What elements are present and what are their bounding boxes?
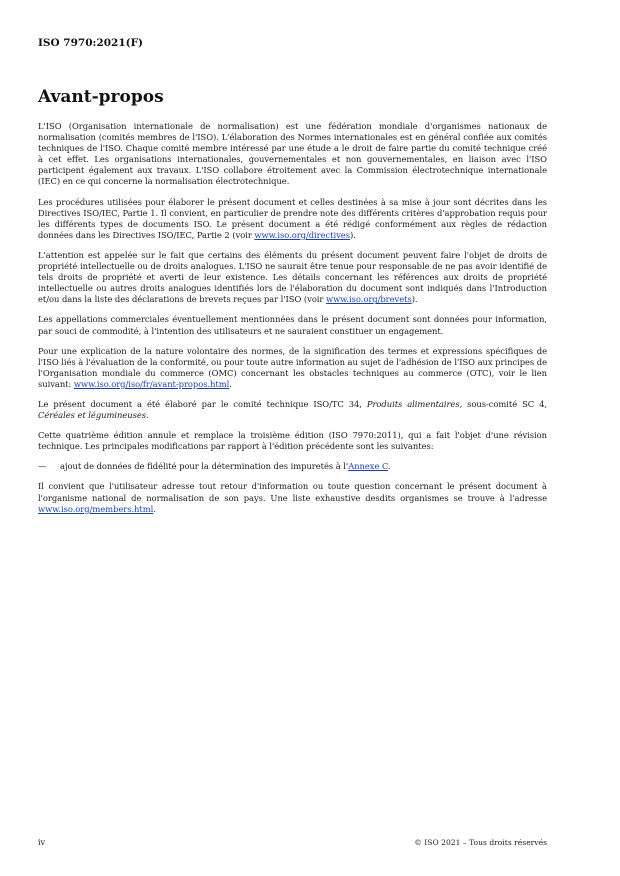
page-number: iv <box>38 838 46 847</box>
paragraph-committee <box>38 399 547 421</box>
patents-link[interactable]: www.iso.org/brevets <box>326 294 412 305</box>
paragraph-text: Il convient que l'utilisateur adresse tout retour d'information ou toute question concernant le présent document à l'organisme national de normalisation de son pays. Une liste exhaustive desdits organismes se trouve à l'adresse <box>38 481 547 503</box>
document-identifier: ISO 7970:2021(F) <box>38 37 144 49</box>
foreword-body <box>38 121 547 524</box>
list-dash: — <box>38 461 47 472</box>
paragraph-text: ). <box>411 294 418 305</box>
list-item-text-part: . <box>388 461 391 472</box>
paragraph-trade-names <box>38 314 547 336</box>
paragraph-edition <box>38 430 547 452</box>
paragraph-procedures <box>38 197 547 241</box>
paragraph-text: Cette quatrième édition annule et remplace la troisième édition (ISO 7970:2011), qui a fait l'objet d'une révision technique. Les principales modifications par rapport à l'édition précédente sont les suivantes: <box>38 430 547 452</box>
paragraph-iso-organisation <box>38 121 547 188</box>
paragraph-text: Les appellations commerciales éventuellement mentionnées dans le présent document sont données pour information, par souci de commodité, à l'intention des utilisateurs et ne sauraient constituer un engagement. <box>38 314 547 336</box>
paragraph-text: Pour une explication de la nature volontaire des normes, de la signification des termes et expressions spécifiques de l'ISO liés à l'évaluation de la conformité, ou pour toute autre information au sujet de l'adhésion de l'ISO aux principes de l'Organisation mondiale du commerce (OMC) concernant les obstacles techniques au commerce (OTC), voir le lien suivant: <box>38 345 547 389</box>
foreword-info-link[interactable]: www.iso.org/iso/fr/avant-propos.html <box>73 378 230 389</box>
paragraph-text: . <box>229 378 232 389</box>
subcommittee-title: Céréales et légumineuses <box>38 410 147 421</box>
list-item-text-part: ajout de données de fidélité pour la détermination des impuretés à l' <box>60 461 349 472</box>
committee-title: Produits alimentaires <box>366 398 460 409</box>
members-link[interactable]: www.iso.org/members.html <box>38 503 154 514</box>
paragraph-text: , sous-comité SC 4, <box>459 398 548 409</box>
paragraph-text: Le présent document a été élaboré par le comité technique ISO/TC 34, <box>38 398 367 409</box>
list-item <box>38 461 547 472</box>
paragraph-text: L'ISO (Organisation internationale de normalisation) est une fédération mondiale d'organismes nationaux de normalisation (comités membres de l'ISO). L'élaboration des Normes internationales est en général confiée aux comités techniques de l'ISO. Chaque comité membre intéressé par une étude a le droit de faire partie du comité technique créé à cet effet. Les organisations internationales, gouvernementales et non gouvernementales, en liaison avec l'ISO participent également aux travaux. L'ISO collabore étroitement avec la Commission électrotechnique internationale (IEC) en ce qui concerne la normalisation électrotechnique. <box>38 121 547 187</box>
paragraph-feedback <box>38 481 547 514</box>
paragraph-text: L'attention est appelée sur le fait que certains des éléments du présent document peuvent faire l'objet de droits de propriété intellectuelle ou de droits analogues. L'ISO ne saurait être tenue pour responsable de ne pas avoir identifié de tels droits de propriété et averti de leur existence. Les détails concernant les références aux droits de propriété intellectuelle ou autres droits analogues identifiés lors de l'élaboration du document sont indiqués dans l'Introduction et/ou dans la liste des déclarations de brevets reçues par l'ISO (voir <box>38 249 547 305</box>
paragraph-text: ). <box>349 229 356 240</box>
paragraph-patents <box>38 250 547 305</box>
paragraph-voluntary-nature <box>38 346 547 390</box>
paragraph-text: Les procédures utilisées pour élaborer le présent document et celles destinées à sa mise à jour sont décrites dans les Directives ISO/IEC, Partie 1. Il convient, en particulier de prendre note des différents critères d'approbation requis pour les différents types de documents ISO. Le présent document a été rédigé conformément aux règles de rédaction données dans les Directives ISO/IEC, Partie 2 (voir <box>38 196 547 240</box>
section-title: Avant-propos <box>38 87 164 107</box>
copyright-notice: © ISO 2021 – Tous droits réservés <box>414 838 547 847</box>
paragraph-text: . <box>146 410 149 421</box>
annex-c-link[interactable]: Annexe C <box>348 461 389 472</box>
paragraph-text: . <box>153 503 156 514</box>
directives-link[interactable]: www.iso.org/directives <box>254 229 350 240</box>
list-item-text <box>60 461 391 472</box>
